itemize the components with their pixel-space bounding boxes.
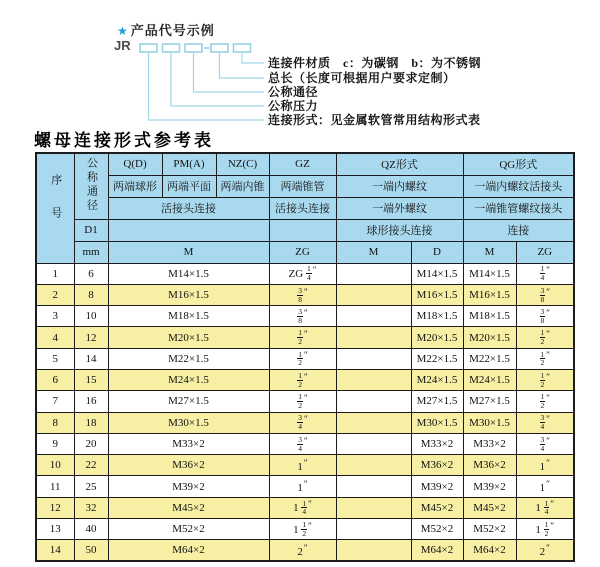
cell-qz-d: M18×1.5: [411, 306, 463, 327]
code-box: [234, 44, 251, 52]
cell-qg-zg: $\frac{1}{2}$ ″: [516, 348, 574, 369]
cell-qg-zg: 1″: [516, 476, 574, 497]
cell-gz-zg: $\frac{3}{8}$ ″: [269, 284, 336, 305]
cell-qg-m: M22×1.5: [463, 348, 516, 369]
cell-qg-m: M64×2: [463, 540, 516, 561]
cell-no: 11: [36, 476, 74, 497]
table-row: [36, 391, 574, 412]
cell-qz-d: M22×1.5: [411, 348, 463, 369]
cell-qz-d: M33×2: [411, 433, 463, 454]
product-code-prefix: JR: [114, 38, 131, 53]
cell-no: 13: [36, 519, 74, 540]
table-row: [36, 327, 574, 348]
cell-qg-zg: $\frac{3}{4}$ ″: [516, 433, 574, 454]
cell-gz-zg: $\frac{1}{2}$ ″: [269, 348, 336, 369]
header-row-3: [36, 197, 574, 219]
cell-m: M39×2: [108, 476, 269, 497]
cell-qg-m: M30×1.5: [463, 412, 516, 433]
col-nominal-diameter: 公称通径: [74, 153, 108, 219]
cell-qz-d: M39×2: [411, 476, 463, 497]
cell-m: M18×1.5: [108, 306, 269, 327]
diagram-label-pressure: 公称压力: [268, 99, 319, 113]
cell-dn: 40: [74, 519, 108, 540]
unit-qz-m: M: [336, 241, 411, 263]
cell-qg-m: M24×1.5: [463, 369, 516, 390]
cell-qz-m: [336, 348, 411, 369]
cell-no: 5: [36, 348, 74, 369]
nut-connection-table: [35, 152, 575, 562]
code-box: [140, 44, 157, 52]
cell-m: M27×1.5: [108, 391, 269, 412]
cell-qg-m: M14×1.5: [463, 263, 516, 284]
sub-qd: 两端球形: [108, 175, 162, 197]
col-group-gz: GZ: [269, 153, 336, 175]
cell-dn: 18: [74, 412, 108, 433]
cell-dn: 50: [74, 540, 108, 561]
diagram-label-diameter: 公称通径: [268, 85, 319, 99]
cell-qz-d: M64×2: [411, 540, 463, 561]
cell-gz-zg: $\frac{3}{4}$ ″: [269, 433, 336, 454]
col-group-qg: QG形式: [463, 153, 574, 175]
code-leader-lines: [149, 52, 265, 120]
cell-m: M52×2: [108, 519, 269, 540]
leader-line: [171, 52, 264, 106]
cell-qg-m: M52×2: [463, 519, 516, 540]
table-row: [36, 519, 574, 540]
cell-qz-d: M45×2: [411, 497, 463, 518]
cell-m: M24×1.5: [108, 369, 269, 390]
cell-qz-d: M27×1.5: [411, 391, 463, 412]
cell-no: 14: [36, 540, 74, 561]
cell-gz-zg: 1 $\frac{1}{2}$ ″: [269, 519, 336, 540]
cell-qg-m: M18×1.5: [463, 306, 516, 327]
cell-qg-m: M33×2: [463, 433, 516, 454]
cell-qg-m: M20×1.5: [463, 327, 516, 348]
code-box: [185, 44, 202, 52]
cell-no: 2: [36, 284, 74, 305]
table-row: [36, 455, 574, 476]
conn-qz: 一端外螺纹: [336, 197, 463, 219]
col-group-nzc: NZ(C): [216, 153, 269, 175]
cell-dn: 16: [74, 391, 108, 412]
conn3-qg: 连接: [463, 219, 574, 241]
cell-dn: 15: [74, 369, 108, 390]
header-row-1: [36, 153, 574, 175]
cell-qz-d: M30×1.5: [411, 412, 463, 433]
header-row-5: [36, 241, 574, 263]
cell-qg-zg: $\frac{3}{8}$ ″: [516, 284, 574, 305]
code-boxes: [140, 44, 251, 52]
table-row: [36, 540, 574, 561]
cell-qg-zg: 1 $\frac{1}{2}$ ″: [516, 519, 574, 540]
table-row: [36, 369, 574, 390]
table-body: [36, 263, 574, 561]
sub-qg: 一端内螺纹活接头: [463, 175, 574, 197]
header-row-4: [36, 219, 574, 241]
table-row: [36, 284, 574, 305]
cell-qg-zg: $\frac{1}{4}$ ″: [516, 263, 574, 284]
cell-qz-m: [336, 540, 411, 561]
cell-no: 4: [36, 327, 74, 348]
cell-qz-m: [336, 391, 411, 412]
cell-qz-m: [336, 306, 411, 327]
unit-qz-d: D: [411, 241, 463, 263]
table-row: [36, 433, 574, 454]
cell-qg-zg: $\frac{1}{2}$ ″: [516, 327, 574, 348]
sub-pma: 两端平面: [162, 175, 216, 197]
table-row: [36, 412, 574, 433]
cell-qz-d: M14×1.5: [411, 263, 463, 284]
col-group-qd: Q(D): [108, 153, 162, 175]
cell-qg-zg: $\frac{3}{8}$ ″: [516, 306, 574, 327]
cell-gz-zg: $\frac{1}{2}$ ″: [269, 391, 336, 412]
sub-gz: 两端锥管: [269, 175, 336, 197]
leader-line: [194, 52, 265, 92]
cell-qz-m: [336, 497, 411, 518]
table-row: [36, 348, 574, 369]
cell-gz-zg: 2″: [269, 540, 336, 561]
cell-qz-d: M16×1.5: [411, 284, 463, 305]
table-row: [36, 306, 574, 327]
cell-m: M30×1.5: [108, 412, 269, 433]
cell-no: 6: [36, 369, 74, 390]
conn3-qz: 球形接头连接: [336, 219, 463, 241]
cell-qz-d: M24×1.5: [411, 369, 463, 390]
unit-zg: ZG: [269, 241, 336, 263]
cell-dn: 25: [74, 476, 108, 497]
cell-gz-zg: 1 $\frac{1}{4}$ ″: [269, 497, 336, 518]
conn-qg: 一端锥管螺纹接头: [463, 197, 574, 219]
cell-qz-m: [336, 284, 411, 305]
empty-gz: [269, 219, 336, 241]
cell-dn: 14: [74, 348, 108, 369]
cell-qg-zg: 2″: [516, 540, 574, 561]
cell-qz-m: [336, 455, 411, 476]
cell-no: 7: [36, 391, 74, 412]
cell-qz-m: [336, 327, 411, 348]
cell-dn: 6: [74, 263, 108, 284]
header-row-2: [36, 175, 574, 197]
cell-qg-m: M27×1.5: [463, 391, 516, 412]
cell-m: M14×1.5: [108, 263, 269, 284]
table-row: [36, 476, 574, 497]
cell-gz-zg: ZG $\frac{1}{4}$ ″: [269, 263, 336, 284]
cell-m: M33×2: [108, 433, 269, 454]
cell-qg-zg: 1 $\frac{1}{4}$ ″: [516, 497, 574, 518]
cell-qz-d: M20×1.5: [411, 327, 463, 348]
diagram-label-connection: 连接形式：见金属软管常用结构形式表: [268, 113, 481, 127]
empty-m-group: [108, 219, 269, 241]
cell-gz-zg: $\frac{3}{4}$ ″: [269, 412, 336, 433]
sub-nzc: 两端内锥: [216, 175, 269, 197]
sub-qz: 一端内螺纹: [336, 175, 463, 197]
diagram-label-length: 总长（长度可根据用户要求定制）: [268, 71, 456, 85]
label-d1: D1: [74, 219, 108, 241]
table-row: [36, 497, 574, 518]
cell-dn: 8: [74, 284, 108, 305]
cell-m: M20×1.5: [108, 327, 269, 348]
col-group-qz: QZ形式: [336, 153, 463, 175]
unit-mm: mm: [74, 241, 108, 263]
unit-qg-zg: ZG: [516, 241, 574, 263]
product-code-title-text: 产品代号示例: [130, 23, 215, 38]
cell-qg-m: M45×2: [463, 497, 516, 518]
cell-no: 9: [36, 433, 74, 454]
cell-m: M36×2: [108, 455, 269, 476]
table-row: [36, 263, 574, 284]
cell-no: 12: [36, 497, 74, 518]
cell-m: M64×2: [108, 540, 269, 561]
cell-gz-zg: $\frac{1}{2}$ ″: [269, 327, 336, 348]
cell-gz-zg: $\frac{1}{2}$ ″: [269, 369, 336, 390]
table-title: 螺母连接形式参考表: [34, 131, 214, 150]
cell-qg-zg: $\frac{1}{2}$ ″: [516, 391, 574, 412]
cell-qz-m: [336, 263, 411, 284]
table-header: [36, 153, 574, 263]
cell-qg-m: M16×1.5: [463, 284, 516, 305]
cell-no: 10: [36, 455, 74, 476]
cell-qg-m: M39×2: [463, 476, 516, 497]
cell-qg-m: M36×2: [463, 455, 516, 476]
diagram-label-material: 连接件材质 c：为碳钢 b：为不锈钢: [268, 56, 482, 70]
star-icon: ★: [117, 24, 129, 38]
cell-dn: 20: [74, 433, 108, 454]
unit-qg-m: M: [463, 241, 516, 263]
unit-m: M: [108, 241, 269, 263]
cell-gz-zg: 1″: [269, 476, 336, 497]
cell-no: 3: [36, 306, 74, 327]
cell-m: M45×2: [108, 497, 269, 518]
conn-m-group: 活接头连接: [108, 197, 269, 219]
cell-qg-zg: 1″: [516, 455, 574, 476]
cell-no: 1: [36, 263, 74, 284]
cell-qz-d: M52×2: [411, 519, 463, 540]
cell-qz-m: [336, 433, 411, 454]
cell-no: 8: [36, 412, 74, 433]
cell-qz-m: [336, 369, 411, 390]
cell-qg-zg: $\frac{1}{2}$ ″: [516, 369, 574, 390]
conn-gz: 活接头连接: [269, 197, 336, 219]
col-group-pma: PM(A): [162, 153, 216, 175]
cell-m: M22×1.5: [108, 348, 269, 369]
cell-qz-d: M36×2: [411, 455, 463, 476]
cell-qg-zg: $\frac{3}{4}$ ″: [516, 412, 574, 433]
code-box: [211, 44, 228, 52]
cell-qz-m: [336, 476, 411, 497]
cell-dn: 22: [74, 455, 108, 476]
cell-m: M16×1.5: [108, 284, 269, 305]
cell-qz-m: [336, 412, 411, 433]
col-serial: 序号: [36, 153, 74, 263]
cell-gz-zg: $\frac{3}{8}$ ″: [269, 306, 336, 327]
cell-dn: 32: [74, 497, 108, 518]
cell-dn: 12: [74, 327, 108, 348]
cell-gz-zg: 1″: [269, 455, 336, 476]
cell-dn: 10: [74, 306, 108, 327]
leader-line: [242, 52, 264, 63]
cell-qz-m: [336, 519, 411, 540]
code-box: [163, 44, 180, 52]
leader-line: [149, 52, 265, 120]
